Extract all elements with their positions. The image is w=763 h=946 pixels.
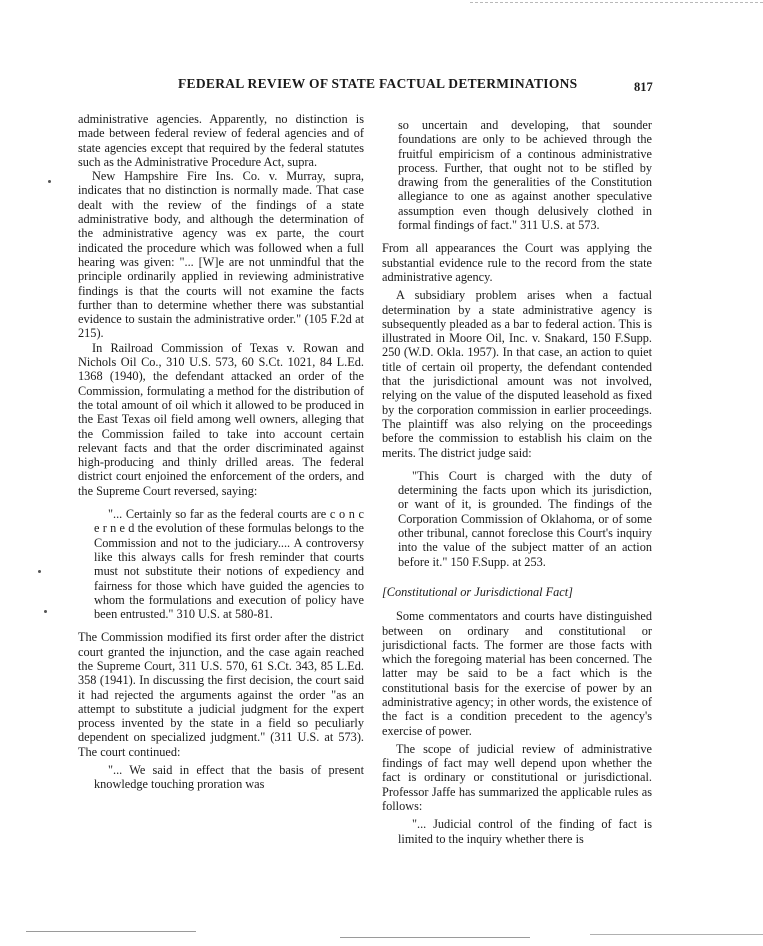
scan-speck: [48, 180, 51, 183]
block-quote: "... We said in effect that the basis of present knowledge touching proration was: [94, 763, 364, 792]
scan-speck: [44, 610, 47, 613]
paragraph: Some commentators and courts have distinguished between on ordinary and constitutional or jurisdictional facts. The former are those facts with which the foregoing material has been concerned. The latter may be said to be a fact which is the constitutional basis for the exercise of power by an administrative agency; in other words, the existence of the fact is a condition precedent to the agency's exercise of power.: [382, 609, 652, 738]
paragraph: The Commission modified its first order after the district court granted the injunction, and the case again reached the Supreme Court, 311 U.S. 570, 61 S.Ct. 343, 85 L.Ed. 358 (1941). In discussing the first decision, the court said it had rejected the arguments against the order "as an attempt to substitute a judicial judgment for the expert process invented by the state in a field so peculiarly dependent on specialized judgment." (311 U.S. at 573). The court continued:: [78, 630, 364, 759]
right-column: [382, 118, 652, 846]
footer-rule: [340, 937, 530, 938]
paragraph: administrative agencies. Apparently, no distinction is made between federal review of federal agencies and of state agencies except that required by the federal statutes such as the Administrative Procedure Act, supra.: [78, 112, 364, 169]
block-quote: "... Judicial control of the finding of fact is limited to the inquiry whether there is: [398, 817, 652, 846]
block-quote: so uncertain and developing, that sounder foundations are only to be achieved through the fruitful empiricism of a continous administrative process. Further, that ought not to be stifled by drawing from the generalities of the Constitution allegiance to one as against another speculative assumption even though delusively clothed in formal findings of fact." 311 U.S. at 573.: [398, 118, 652, 233]
paragraph: In Railroad Commission of Texas v. Rowan and Nichols Oil Co., 310 U.S. 573, 60 S.Ct. 1021, 84 L.Ed. 1368 (1940), the defendant attacked an order of the Commission, formulating a method for the distribution of the total amount of oil which it allowed to be produced in the East Texas oil field among well owners, alleging that the Commission failed to take into account certain relevant facts and that the order discriminated against high-producing and thinly drilled areas. The federal district court enjoined the enforcement of the orders, and the Supreme Court reversed, saying:: [78, 340, 364, 498]
footer-rule: [26, 931, 196, 932]
block-quote: "... Certainly so far as the federal courts are c o n c e r n e d the evolution of these formulas belongs to the Commission and not to the judiciary.... A controversy like this always calls for fresh reminder that courts must not substitute their notions of expediency and fairness for those which have guided the agencies to whom the formulations and execution of policy have been entrusted." 310 U.S. at 580-81.: [94, 507, 364, 622]
block-quote: "This Court is charged with the duty of determining the facts upon which its jurisdiction, or want of it, is grounded. The findings of the Corporation Commission of Oklahoma, or of some other tribunal, cannot foreclose this Court's inquiry into the value of the subject matter of an action before it." 150 F.Supp. at 253.: [398, 468, 652, 569]
paragraph: The scope of judicial review of administrative findings of fact may well depend upon whether the fact is ordinary or constitutional or jurisdictional. Professor Jaffe has summarized the applicable rules as follows:: [382, 741, 652, 814]
section-heading: [Constitutional or Jurisdictional Fact]: [382, 584, 573, 599]
page-number: 817: [634, 80, 653, 94]
left-column: [78, 112, 364, 792]
scan-edge-dots: [470, 2, 763, 3]
running-title: FEDERAL REVIEW OF STATE FACTUAL DETERMINATIONS: [178, 76, 578, 91]
paragraph: A subsidiary problem arises when a factual determination by a state administrative agency is subsequently pleaded as a bar to federal action. This is illustrated in Moore Oil, Inc. v. Snakard, 150 F.Supp. 250 (W.D. Okla. 1957). In that case, an action to quiet title of certain oil property, the defendant contended that the jurisdictional amount was not involved, relying on the value of the disputed leasehold as fixed by the corporation commission in earlier proceedings. The plaintiff was also relying on the proceedings before the commission to establish his claim on the merits. The district judge said:: [382, 288, 652, 460]
footer-rule: [590, 934, 763, 935]
paragraph: From all appearances the Court was applying the substantial evidence rule to the record from the state administrative agency.: [382, 241, 652, 284]
scan-speck: [38, 570, 41, 573]
paragraph: New Hampshire Fire Ins. Co. v. Murray, supra, indicates that no distinction is normally made. That case dealt with the review of the findings of a state administrative body, and although the determination of the administrative agency was ex parte, the court indicated the procedure which was followed when a full hearing was given: "... [W]e are not unmindful that the principle ordinarily applied in reviewing administrative findings is that the courts will not examine the facts further than to determine whether there was substantial evidence to sustain the administrative order." (105 F.2d at 215).: [78, 169, 364, 341]
